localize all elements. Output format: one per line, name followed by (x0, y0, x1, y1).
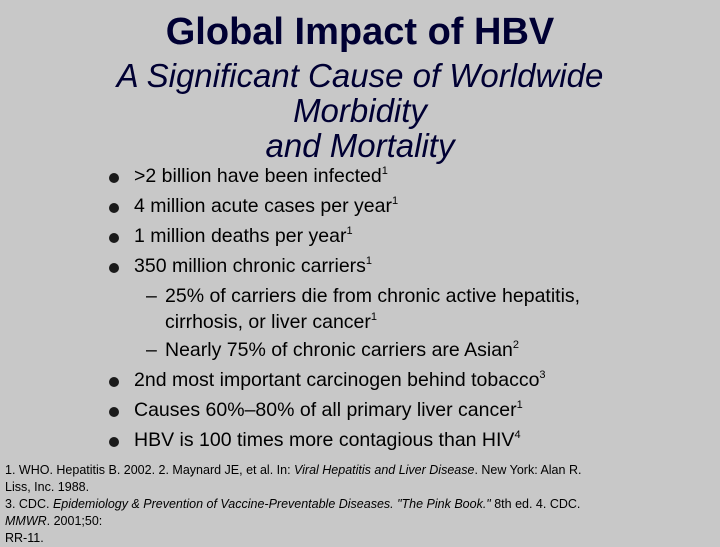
bullet-dot-icon (109, 377, 119, 387)
citation-sup: 2 (512, 339, 520, 351)
citation-sup: 1 (516, 399, 523, 411)
bullet-dot-icon (109, 233, 119, 243)
citation-sup: 1 (370, 311, 378, 323)
bullet-dot-icon (109, 173, 119, 183)
reference-line: MMWR. 2001;50: (5, 514, 103, 528)
citation-sup: 1 (391, 195, 399, 207)
reference-line: 3. CDC. Epidemiology & Prevention of Vaccine-Preventable Diseases. "The Pink Book." 8th ed. 4. CDC. (5, 497, 581, 511)
reference-line: Liss, Inc. 1988. (5, 480, 90, 494)
dash-icon: – (146, 285, 157, 307)
bullet-text: >2 billion have been infected (134, 165, 382, 187)
citation-sup: 1 (365, 255, 373, 267)
sub-bullet-text: cirrhosis, or liver cancer (165, 311, 371, 333)
bullet-text: Causes 60%–80% of all primary liver cancer (134, 399, 517, 421)
references (5, 462, 705, 547)
citation-sup: 1 (346, 225, 353, 237)
bullet-dot-icon (109, 263, 119, 273)
bullet-text: 4 million acute cases per year (134, 195, 392, 217)
sub-bullet-text: Nearly 75% of chronic carriers are Asian (165, 339, 513, 361)
citation-sup: 1 (381, 165, 388, 177)
slide-title: Global Impact of HBV (165, 11, 555, 53)
subtitle-line-1: A Significant Cause of Worldwide (116, 57, 604, 94)
bullet-text: HBV is 100 times more contagious than HIV (134, 429, 515, 451)
subtitle-line-3: and Mortality (265, 127, 455, 164)
bullet-text: 2nd most important carcinogen behind tobacco (134, 369, 540, 391)
subtitle-line-2: Morbidity (293, 92, 427, 129)
bullet-dot-icon (109, 437, 119, 447)
citation-sup: 3 (539, 369, 546, 381)
reference-line: 1. WHO. Hepatitis B. 2002. 2. Maynard JE, et al. In: Viral Hepatitis and Liver Disease. New York: Alan R. (5, 463, 582, 477)
bullet-text: 350 million chronic carriers (134, 255, 366, 277)
reference-line: RR-11. (5, 531, 44, 545)
bullet-dot-icon (109, 407, 119, 417)
bullet-text: 1 million deaths per year (134, 225, 347, 247)
slide-subtitle (40, 58, 680, 163)
bullet-dot-icon (109, 203, 119, 213)
sub-bullet-text: 25% of carriers die from chronic active hepatitis, (165, 285, 581, 307)
dash-icon: – (146, 339, 157, 361)
citation-sup: 4 (514, 429, 521, 441)
